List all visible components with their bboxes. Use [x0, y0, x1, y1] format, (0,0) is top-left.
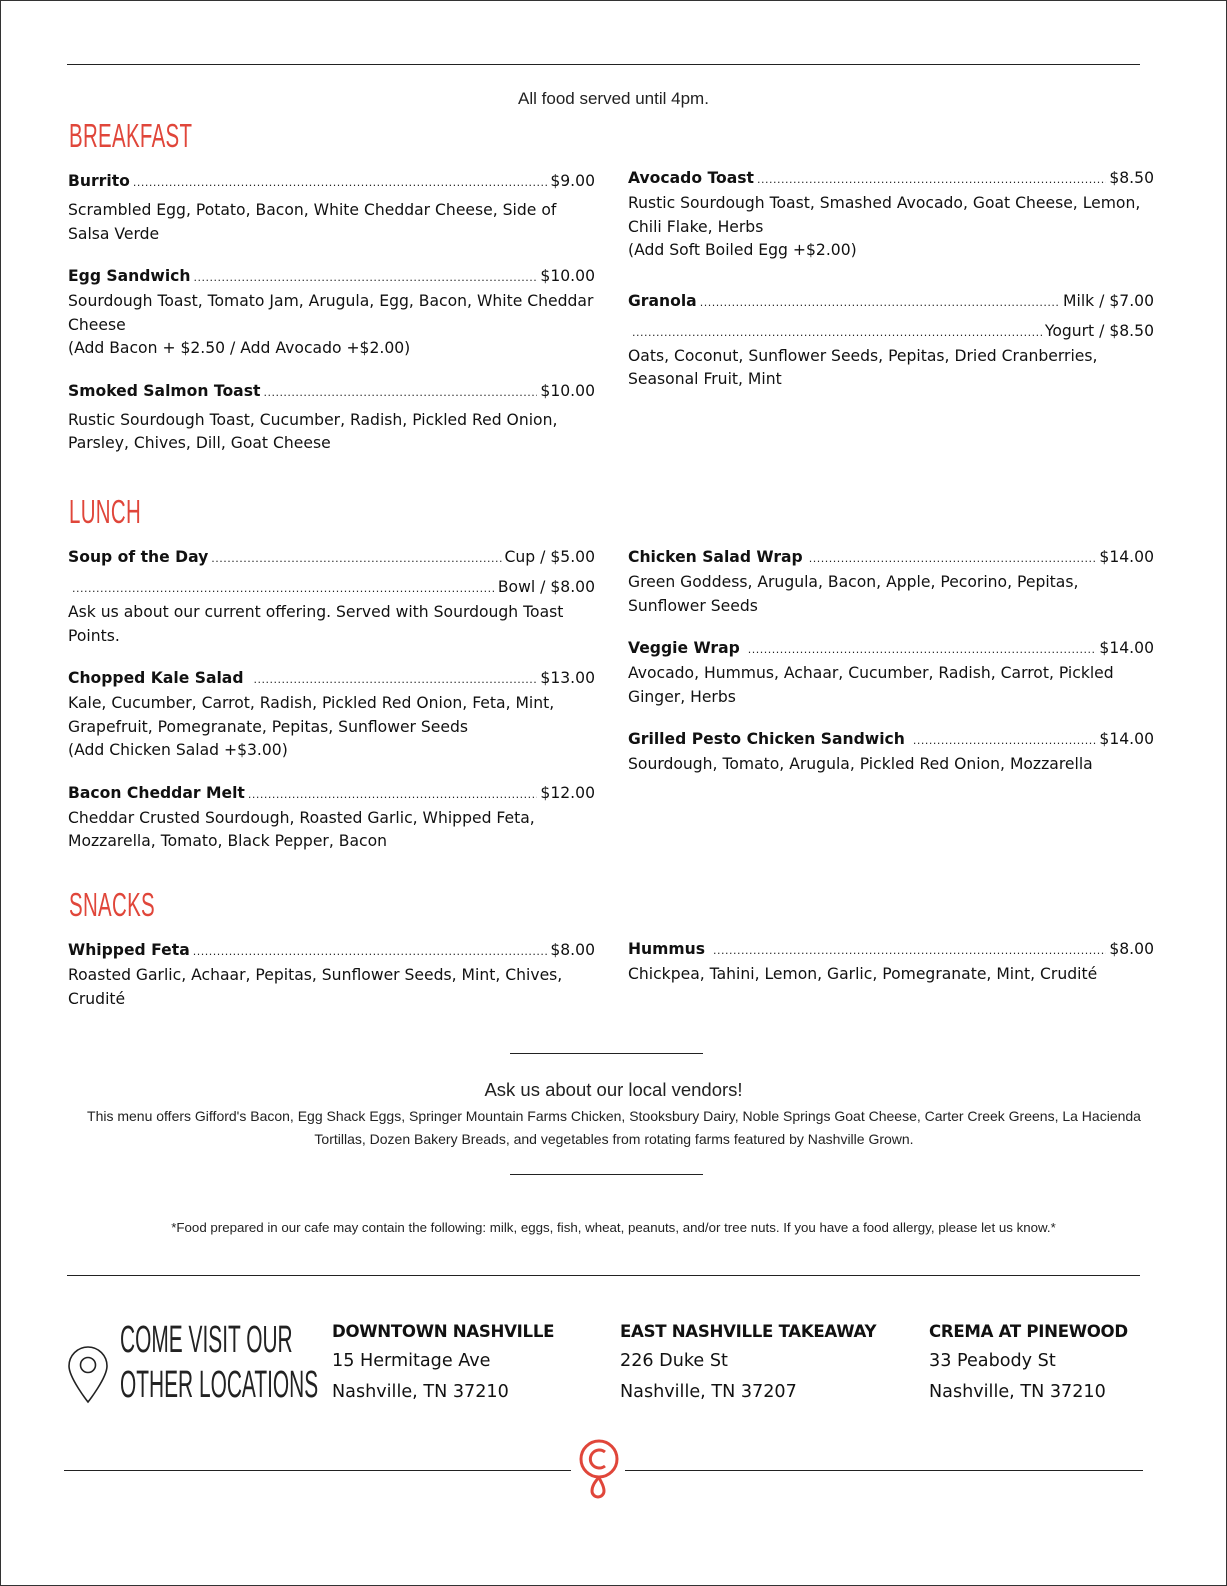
- location-name: EAST NASHVILLE TAKEAWAY: [620, 1322, 877, 1341]
- vendors-title: Ask us about our local vendors!: [484, 1079, 743, 1100]
- item-price: $8.50: [1109, 169, 1154, 187]
- dot-leader: [748, 638, 1097, 662]
- top-rule: [67, 64, 1140, 65]
- dot-leader: [194, 266, 538, 290]
- item-description: Cheddar Crusted Sourdough, Roasted Garlic, Whipped Feta, Mozzarella, Tomato, Black Pepper, Bacon: [68, 808, 535, 850]
- item-price: $8.00: [1109, 940, 1154, 958]
- breakfast-title: BREAKFAST: [69, 117, 193, 154]
- item-description: Avocado, Hummus, Achaar, Cucumber, Radish, Carrot, Pickled Ginger, Herbs: [628, 664, 1114, 706]
- breakfast-left-column: [68, 169, 595, 456]
- menu-item: [628, 545, 1154, 618]
- dot-leader: [913, 729, 1097, 753]
- item-description: Roasted Garlic, Achaar, Pepitas, Sunflower Seeds, Mint, Chives, Crudité: [68, 966, 563, 1008]
- menu-item: [68, 781, 595, 854]
- visit-line-2: OTHER LOCATIONS: [120, 1364, 319, 1406]
- vendor-bottom-rule: [510, 1174, 703, 1175]
- item-price-alt: Bowl / $8.00: [497, 578, 595, 596]
- vendor-top-rule: [510, 1053, 703, 1054]
- item-name: Hummus: [628, 940, 706, 958]
- location-name: CREMA AT PINEWOOD: [929, 1322, 1128, 1341]
- item-price: $14.00: [1099, 730, 1154, 748]
- snacks-title: SNACKS: [69, 886, 156, 923]
- location-name: DOWNTOWN NASHVILLE: [332, 1322, 555, 1341]
- dot-leader: [254, 668, 538, 692]
- item-name: Chicken Salad Wrap: [628, 548, 803, 566]
- location-city: Nashville, TN 37207: [620, 1382, 797, 1402]
- served-note: All food served until 4pm.: [518, 89, 709, 108]
- bottom-rule-left: [64, 1470, 571, 1471]
- item-name: Egg Sandwich: [68, 267, 191, 285]
- menu-item: [628, 727, 1154, 777]
- item-description: Green Goddess, Arugula, Bacon, Apple, Pecorino, Pepitas, Sunflower Seeds: [628, 573, 1079, 615]
- item-note: (Add Soft Boiled Egg +$2.00): [628, 241, 857, 259]
- item-name: Granola: [628, 291, 697, 310]
- vendors-text: This menu offers Gifford's Bacon, Egg Shack Eggs, Springer Mountain Farms Chicken, Stooksbury Dairy, Noble Springs Goat Cheese, Carter Creek Greens, La Hacienda Tortillas, Dozen Bakery Breads, and vegetables from rotating farms featured by Nashville Grown.: [87, 1108, 1141, 1147]
- item-price: $10.00: [540, 267, 595, 285]
- dot-leader: [133, 171, 547, 195]
- item-description: Oats, Coconut, Sunflower Seeds, Pepitas, Dried Cranberries, Seasonal Fruit, Mint: [628, 346, 1098, 388]
- menu-item: [68, 264, 595, 361]
- item-name: Smoked Salmon Toast: [68, 381, 261, 400]
- item-description: Scrambled Egg, Potato, Bacon, White Cheddar Cheese, Side of Salsa Verde: [68, 201, 557, 243]
- location-city: Nashville, TN 37210: [929, 1382, 1106, 1402]
- item-note: (Add Bacon + $2.50 / Add Avocado +$2.00): [68, 339, 411, 357]
- visit-heading: [120, 1318, 318, 1408]
- item-price-alt: Yogurt / $8.50: [1044, 321, 1154, 340]
- item-description: Sourdough, Tomato, Arugula, Pickled Red Onion, Mozzarella: [628, 755, 1093, 773]
- dot-leader: [211, 547, 501, 571]
- item-name: Chopped Kale Salad: [68, 669, 244, 687]
- item-description: Chickpea, Tahini, Lemon, Garlic, Pomegranate, Mint, Crudité: [628, 965, 1098, 983]
- item-price: $10.00: [540, 381, 595, 400]
- item-name: Whipped Feta: [68, 941, 190, 959]
- menu-item: [628, 937, 1154, 987]
- item-price: $9.00: [550, 172, 595, 190]
- lunch-left-column: [68, 545, 595, 854]
- menu-item: [68, 379, 595, 456]
- dot-leader: [713, 939, 1106, 963]
- dot-leader: [248, 783, 538, 807]
- breakfast-right-column: [628, 166, 1154, 392]
- location-east-nashville: [620, 1321, 876, 1408]
- item-description: Ask us about our current offering. Served with Sourdough Toast Points.: [68, 603, 564, 645]
- item-price: Cup / $5.00: [504, 548, 595, 566]
- item-name: Bacon Cheddar Melt: [68, 783, 245, 802]
- item-description: Kale, Cucumber, Carrot, Radish, Pickled Red Onion, Feta, Mint, Grapefruit, Pomegranate, Pepitas, Sunflower Seeds: [68, 694, 555, 736]
- menu-item: [68, 545, 595, 648]
- location-city: Nashville, TN 37210: [332, 1382, 509, 1402]
- dot-leader: [72, 577, 495, 601]
- location-address: 226 Duke St: [620, 1351, 728, 1371]
- dot-leader: [632, 321, 1042, 345]
- item-price: $14.00: [1099, 548, 1154, 566]
- lunch-title: LUNCH: [69, 493, 142, 530]
- item-description: Rustic Sourdough Toast, Cucumber, Radish, Pickled Red Onion, Parsley, Chives, Dill, Goat Cheese: [68, 410, 558, 452]
- item-name: Grilled Pesto Chicken Sandwich: [628, 730, 905, 748]
- lunch-right-column: [628, 545, 1154, 777]
- footer-top-rule: [67, 1275, 1140, 1276]
- item-name: Burrito: [68, 172, 130, 190]
- dot-leader: [193, 940, 548, 964]
- menu-item: [628, 289, 1154, 392]
- location-downtown: [332, 1321, 554, 1408]
- location-address: 33 Peabody St: [929, 1351, 1056, 1371]
- location-address: 15 Hermitage Ave: [332, 1351, 491, 1371]
- snacks-right-column: [628, 937, 1154, 987]
- item-description: Sourdough Toast, Tomato Jam, Arugula, Egg, Bacon, White Cheddar Cheese: [68, 292, 594, 334]
- dot-leader: [700, 291, 1060, 315]
- snacks-left-column: [68, 938, 595, 1011]
- menu-item: [68, 169, 595, 246]
- crema-logo-icon: [576, 1437, 622, 1505]
- bottom-rule-right: [625, 1470, 1143, 1471]
- item-price: $8.00: [550, 941, 595, 959]
- location-pinewood: [929, 1321, 1128, 1408]
- item-note: (Add Chicken Salad +$3.00): [68, 741, 288, 759]
- dot-leader: [809, 547, 1097, 571]
- item-name: Veggie Wrap: [628, 639, 740, 657]
- item-name: Soup of the Day: [68, 548, 209, 566]
- item-name: Avocado Toast: [628, 169, 754, 187]
- item-description: Rustic Sourdough Toast, Smashed Avocado, Goat Cheese, Lemon, Chili Flake, Herbs: [628, 194, 1141, 236]
- item-price: Milk / $7.00: [1063, 291, 1154, 310]
- menu-item: [628, 166, 1154, 263]
- menu-item: [68, 938, 595, 1011]
- menu-item: [68, 666, 595, 763]
- visit-line-1: COME VISIT OUR: [120, 1319, 293, 1361]
- item-price: $12.00: [540, 783, 595, 802]
- item-price: $14.00: [1099, 639, 1154, 657]
- allergy-notice: *Food prepared in our cafe may contain the following: milk, eggs, fish, wheat, peanuts, and/or tree nuts. If you have a food allergy, please let us know.*: [171, 1220, 1056, 1235]
- dot-leader: [757, 168, 1106, 192]
- item-price: $13.00: [540, 669, 595, 687]
- dot-leader: [263, 381, 537, 405]
- map-pin-icon: [66, 1344, 110, 1404]
- menu-item: [628, 636, 1154, 709]
